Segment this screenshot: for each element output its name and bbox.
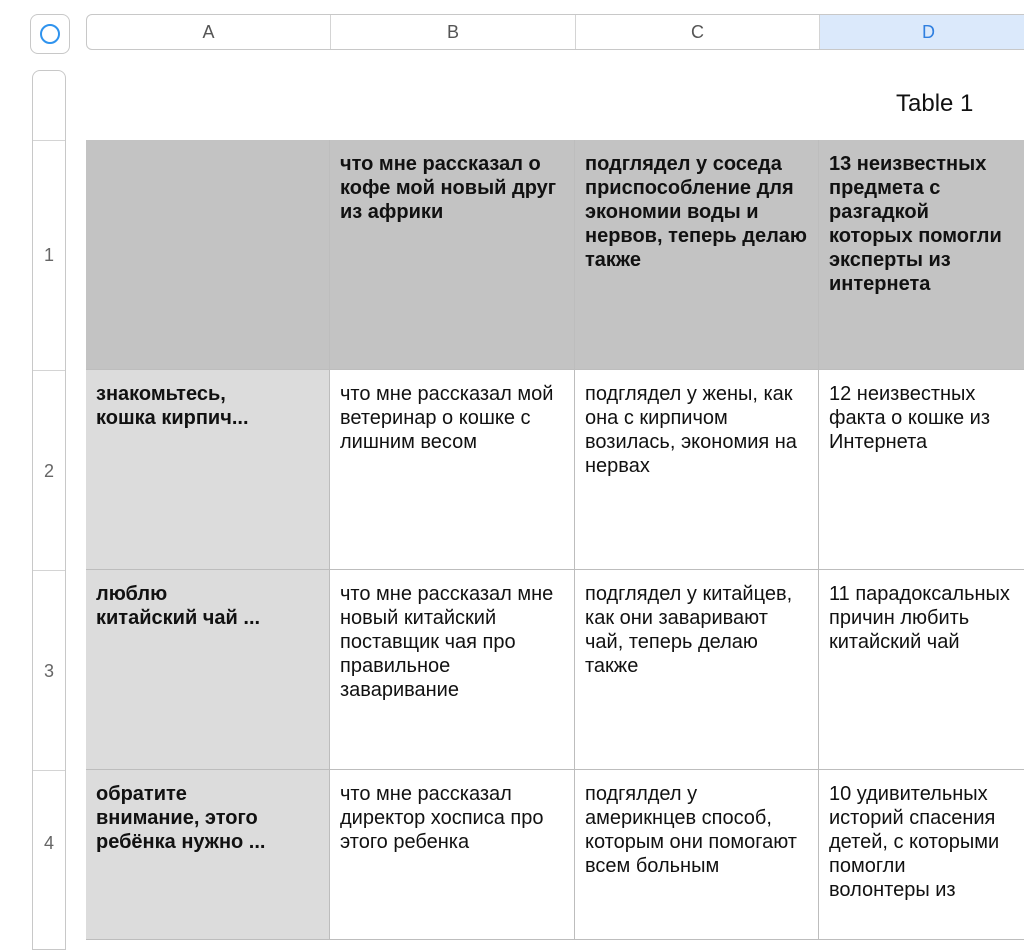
- cell-d1-line: разгадкой: [829, 201, 929, 223]
- row-header-4[interactable]: [33, 771, 65, 951]
- row-header-3-label: 3: [43, 661, 54, 681]
- cell-c2[interactable]: подглядел у жены, как она с кирпичом возилась, экономия на нервах: [575, 370, 819, 570]
- select-all-button[interactable]: [30, 14, 70, 54]
- cell-d1-line: эксперты из: [829, 249, 951, 271]
- cell-a2-line: знакомьтесь,: [96, 383, 226, 405]
- cell-c1[interactable]: подглядел у соседа приспособление для экономии воды и нервов, теперь делаю также: [575, 140, 819, 370]
- cell-d4-line: волонтеры из: [829, 879, 956, 901]
- cell-a2[interactable]: [86, 370, 330, 570]
- cell-b2[interactable]: что мне рассказал мой ветеринар о кошке с лишним весом: [330, 370, 575, 570]
- select-all-circle-icon: [40, 24, 60, 44]
- cell-d3-line: причин любить: [829, 607, 970, 629]
- cell-d1-line: которых помогли: [829, 225, 1002, 247]
- cell-d4-line: историй спасения: [829, 807, 996, 829]
- column-header-c[interactable]: C: [576, 15, 820, 49]
- table-grid: [86, 140, 1024, 940]
- column-header-b[interactable]: B: [331, 15, 576, 49]
- cell-d1-line: 13 неизвестных: [829, 153, 987, 175]
- row-header-4-label: 4: [43, 833, 54, 853]
- cell-d2-line: Интернета: [829, 431, 928, 453]
- row-header-spacer: [33, 71, 65, 141]
- cell-d2-line: 12 неизвестных: [829, 383, 976, 405]
- cell-d2[interactable]: [819, 370, 1024, 570]
- column-header-bar: [86, 14, 1024, 50]
- cell-d3-line: китайский чай: [829, 631, 960, 653]
- row-header-1-label: 1: [43, 245, 54, 265]
- cell-a3-line: китайский чай ...: [96, 607, 261, 629]
- cell-a2-line: кошка кирпич...: [96, 407, 249, 429]
- cell-a4-line: внимание, этого: [96, 807, 258, 829]
- cell-d2-line: факта о кошке из: [829, 407, 990, 429]
- cell-a3[interactable]: [86, 570, 330, 770]
- row-header-3[interactable]: [33, 571, 65, 771]
- cell-b1[interactable]: что мне рассказал о кофе мой новый друг из африки: [330, 140, 575, 370]
- cell-c4[interactable]: подгялдел у америкнцев способ, которым они помогают всем больным: [575, 770, 819, 940]
- cell-a4[interactable]: [86, 770, 330, 940]
- cell-b3[interactable]: что мне рассказал мне новый китайский поставщик чая про правильное заваривание: [330, 570, 575, 770]
- table-title[interactable]: Table 1: [896, 90, 974, 117]
- cell-a4-line: ребёнка нужно ...: [96, 831, 266, 853]
- row-header-bar: [32, 70, 66, 950]
- cell-d1-line: интернета: [829, 273, 931, 295]
- column-header-d[interactable]: D: [820, 15, 1024, 49]
- cell-a3-line: люблю: [96, 583, 168, 605]
- column-header-a[interactable]: A: [87, 15, 331, 49]
- cell-d4-line: 10 удивительных: [829, 783, 988, 805]
- cell-c3[interactable]: подглядел у китайцев, как они заваривают чай, теперь делаю также: [575, 570, 819, 770]
- cell-d4-line: детей, с которыми: [829, 831, 1000, 853]
- cell-d1[interactable]: [819, 140, 1024, 370]
- cell-a4-line: обратите: [96, 783, 187, 805]
- cell-d3[interactable]: [819, 570, 1024, 770]
- row-header-2[interactable]: [33, 371, 65, 571]
- cell-d1-line: предмета с: [829, 177, 941, 199]
- cell-d4[interactable]: [819, 770, 1024, 940]
- row-header-1[interactable]: [33, 141, 65, 371]
- row-header-2-label: 2: [43, 461, 54, 481]
- cell-a1[interactable]: [86, 140, 330, 370]
- cell-d4-line: помогли: [829, 855, 906, 877]
- cell-d3-line: 11 парадоксальных: [829, 583, 1010, 605]
- cell-b4[interactable]: что мне рассказал директор хосписа про этого ребенка: [330, 770, 575, 940]
